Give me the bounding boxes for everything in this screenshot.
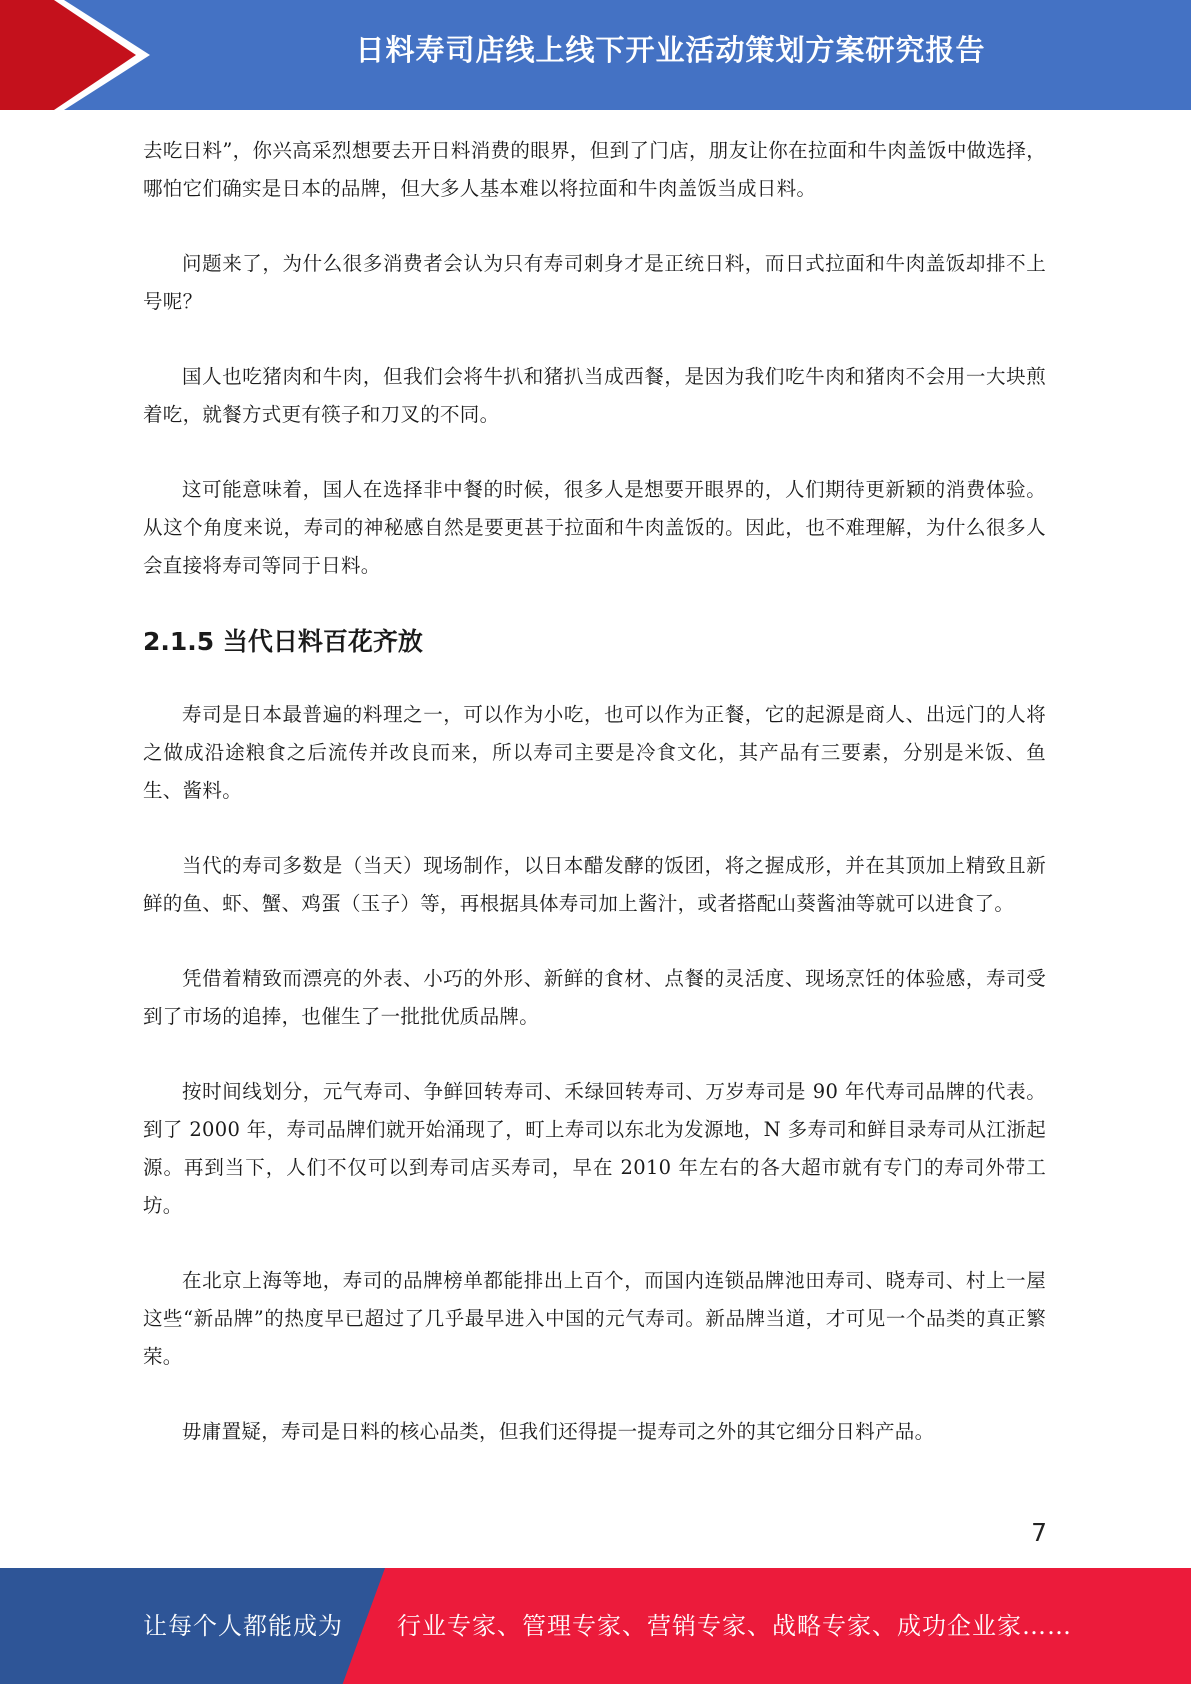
- document-body: [143, 132, 1046, 1488]
- page-header: [0, 0, 1191, 110]
- header-arrow-decoration: [0, 0, 160, 110]
- paragraph: 按时间线划分，元气寿司、争鲜回转寿司、禾绿回转寿司、万岁寿司是 90 年代寿司品牌的代表。到了 2000 年，寿司品牌们就开始涌现了，町上寿司以东北为发源地，N 多寿司和鲜目录寿司从江浙起源。再到当下，人们不仅可以到寿司店买寿司，早在 2010 年左右的各大超市就有专门的寿司外带工坊。: [143, 1080, 1046, 1217]
- footer-slogan-left: 让每个人都能成为: [143, 1612, 343, 1640]
- paragraph: 在北京上海等地，寿司的品牌榜单都能排出上百个，而国内连锁品牌池田寿司、晓寿司、村上一屋这些“新品牌”的热度早已超过了几乎最早进入中国的元气寿司。新品牌当道，才可见一个品类的真正繁荣。: [143, 1269, 1046, 1368]
- paragraph: 凭借着精致而漂亮的外表、小巧的外形、新鲜的食材、点餐的灵活度、现场烹饪的体验感，寿司受到了市场的追捧，也催生了一批批优质品牌。: [143, 967, 1046, 1028]
- paragraph: 毋庸置疑，寿司是日料的核心品类，但我们还得提一提寿司之外的其它细分日料产品。: [182, 1420, 935, 1443]
- page-footer: [0, 1568, 1191, 1684]
- paragraph: 去吃日料”，你兴高采烈想要去开日料消费的眼界，但到了门店，朋友让你在拉面和牛肉盖饭中做选择，哪怕它们确实是日本的品牌，但大多人基本难以将拉面和牛肉盖饭当成日料。: [143, 139, 1046, 200]
- paragraph: 这可能意味着，国人在选择非中餐的时候，很多人是想要开眼界的，人们期待更新颖的消费体验。从这个角度来说，寿司的神秘感自然是要更甚于拉面和牛肉盖饭的。因此，也不难理解，为什么很多人会直接将寿司等同于日料。: [143, 478, 1046, 577]
- page-number: 7: [1031, 1518, 1047, 1547]
- paragraph: 国人也吃猪肉和牛肉，但我们会将牛扒和猪扒当成西餐，是因为我们吃牛肉和猪肉不会用一大块煎着吃，就餐方式更有筷子和刀叉的不同。: [143, 365, 1046, 426]
- paragraph: 寿司是日本最普遍的料理之一，可以作为小吃，也可以作为正餐，它的起源是商人、出远门的人将之做成沿途粮食之后流传并改良而来，所以寿司主要是冷食文化，其产品有三要素，分别是米饭、鱼生、酱料。: [143, 703, 1046, 802]
- footer-slogan-right: 行业专家、管理专家、营销专家、战略专家、成功企业家……: [397, 1612, 1072, 1640]
- section-heading: 2.1.5 当代日料百花齐放: [143, 627, 423, 656]
- paragraph: 问题来了，为什么很多消费者会认为只有寿司刺身才是正统日料，而日式拉面和牛肉盖饭却排不上号呢？: [143, 252, 1046, 313]
- document-title: 日料寿司店线上线下开业活动策划方案研究报告: [355, 33, 986, 67]
- paragraph: 当代的寿司多数是（当天）现场制作，以日本醋发酵的饭团，将之握成形，并在其顶加上精致且新鲜的鱼、虾、蟹、鸡蛋（玉子）等，再根据具体寿司加上酱汁，或者搭配山葵酱油等就可以进食了。: [143, 854, 1046, 915]
